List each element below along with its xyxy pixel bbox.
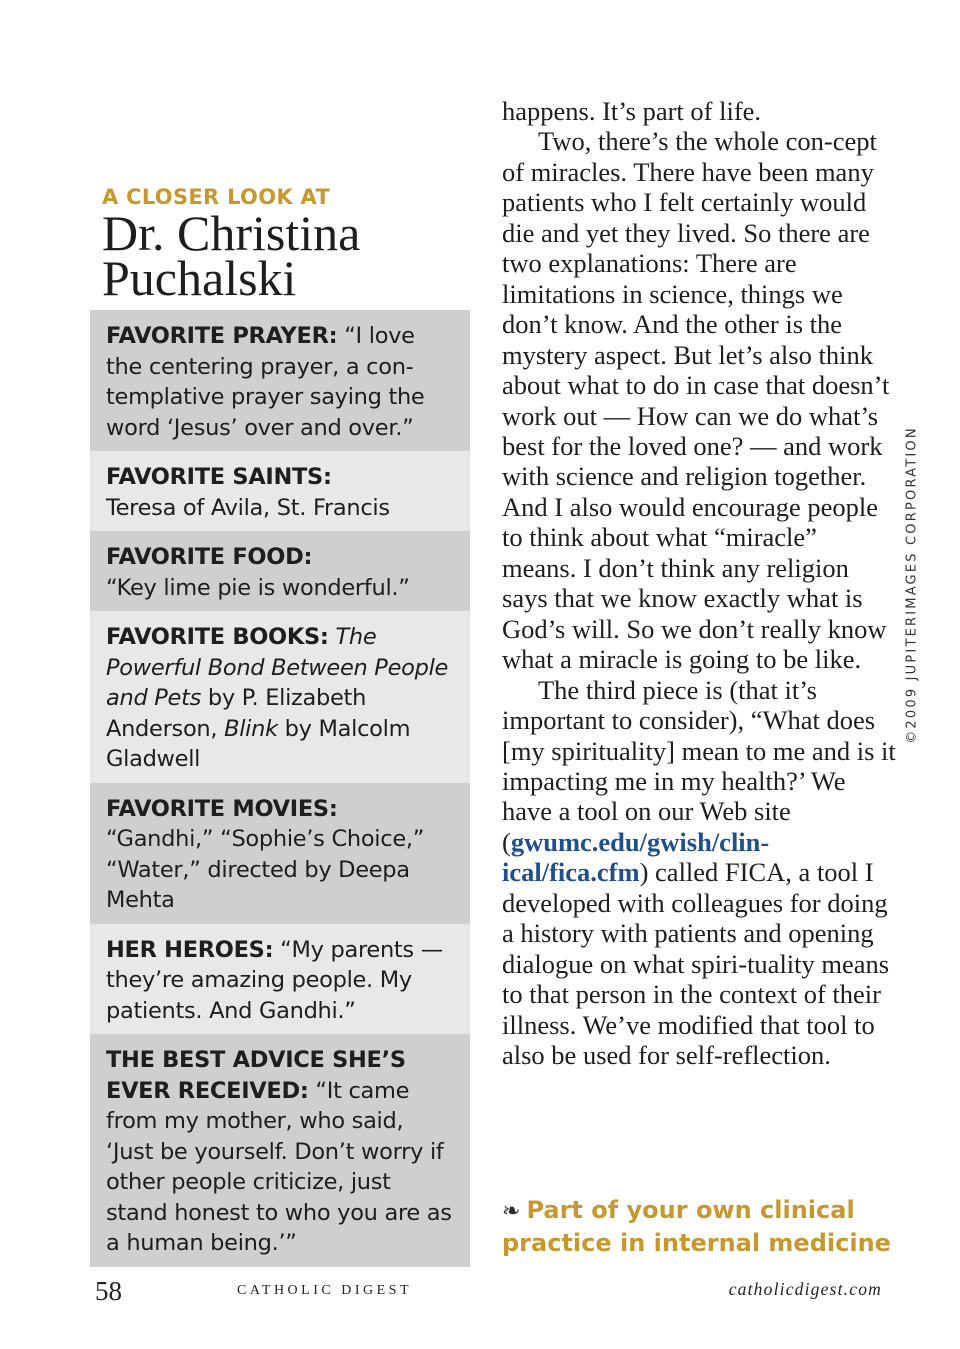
magazine-name: CATHOLIC DIGEST — [237, 1283, 412, 1298]
article-paragraph-2: Two, there’s the whole con-cept of miracles. There have been many patients who I felt certainly would die and yet they lived. So there are two explanations: There are limitations in science, things we don’t know. And the other is the mystery aspect. But let’s also think about what to do in case that doesn’t work out — How can we do what’s best for the loved one? — and work with science and religion together. And I also would encourage people to think about what “miracle” means. I don’t think any religion says that we know exactly what is God’s will. So we don’t really know what a miracle is going to be like. — [502, 126, 890, 675]
book-author-1: by P. Elizabeth Anderson, — [106, 685, 367, 742]
favorite-prayer-box — [90, 310, 470, 451]
favorite-saints-box — [90, 451, 470, 531]
section-promo-text: Part of your own clinical practice in internal medicine — [502, 1196, 891, 1257]
article-paragraph-1: happens. It’s part of life. — [502, 96, 762, 126]
favorites-sidebar — [90, 310, 470, 1267]
photo-credit: ©2009 JUPITERIMAGES CORPORATION — [904, 426, 920, 744]
profile-name-line2: Puchalski — [102, 250, 297, 306]
best-advice-text: “It came from my mother, who said, ‘Just be yourself. Don’t worry if other people criticize, just stand honest to who you are as a human being.’” — [106, 1077, 452, 1256]
heroes-text: “My parents — they’re amazing people. My patients. And Gandhi.” — [106, 936, 443, 1024]
favorite-food-box — [90, 531, 470, 611]
profile-name — [102, 205, 462, 306]
favorite-prayer-text: “I love the centering prayer, a con-templative prayer saying the word ‘Jesus’ over and over.” — [106, 323, 425, 441]
book-author-2: by Malcolm Gladwell — [106, 715, 411, 772]
favorite-books-label: FAVORITE BOOKS: — [106, 624, 329, 650]
fleuron-icon: ❧ — [502, 1199, 521, 1224]
best-advice-label: THE BEST ADVICE SHE’S EVER RECEIVED: — [106, 1047, 406, 1104]
article-column — [502, 96, 897, 1071]
favorite-movies-text: “Gandhi,” “Sophie’s Choice,” “Water,” directed by Deepa Mehta — [106, 826, 425, 913]
heroes-label: HER HEROES: — [106, 936, 274, 963]
article-paragraph-3-end: ) called FICA, a tool I developed with colleagues for doing a history with patients and opening dialogue on what spiri-tuality means to that person in the context of their illness. We’ve modified that tool to also be used for self-reflection. — [502, 857, 890, 1071]
favorite-books-box — [90, 611, 470, 783]
favorite-movies-label: FAVORITE MOVIES: — [106, 795, 338, 822]
heroes-box — [90, 924, 470, 1035]
page-number: 58 — [95, 1276, 122, 1306]
favorite-saints-label: FAVORITE SAINTS: — [106, 464, 332, 490]
section-kicker: A CLOSER LOOK AT — [102, 185, 331, 209]
favorite-prayer-label: FAVORITE PRAYER: — [106, 323, 338, 349]
fica-web-link[interactable]: gwumc.edu/gwish/clin-ical/fica.cfm — [502, 826, 770, 888]
magazine-website[interactable]: catholicdigest.com — [728, 1279, 882, 1299]
favorite-food-label: FAVORITE FOOD: — [106, 544, 313, 570]
best-advice-box — [90, 1034, 470, 1267]
favorite-movies-box — [90, 783, 470, 924]
section-promo — [502, 1195, 902, 1258]
profile-name-line1: Dr. Christina — [102, 205, 361, 261]
article-paragraph-3 — [502, 675, 897, 1071]
book-title-1: The Powerful Bond Between People and Pets — [106, 624, 449, 711]
favorite-food-text: “Key lime pie is wonderful.” — [106, 574, 410, 601]
book-title-2: Blink — [224, 715, 278, 742]
article-paragraph-3-start: The third piece is (that it’s important to consider), “What does [my spirituality] mean to me and is it impacting me in my health?’ We have a tool on our Web site ( — [502, 674, 896, 857]
favorite-saints-text: Teresa of Avila, St. Francis — [106, 494, 390, 521]
